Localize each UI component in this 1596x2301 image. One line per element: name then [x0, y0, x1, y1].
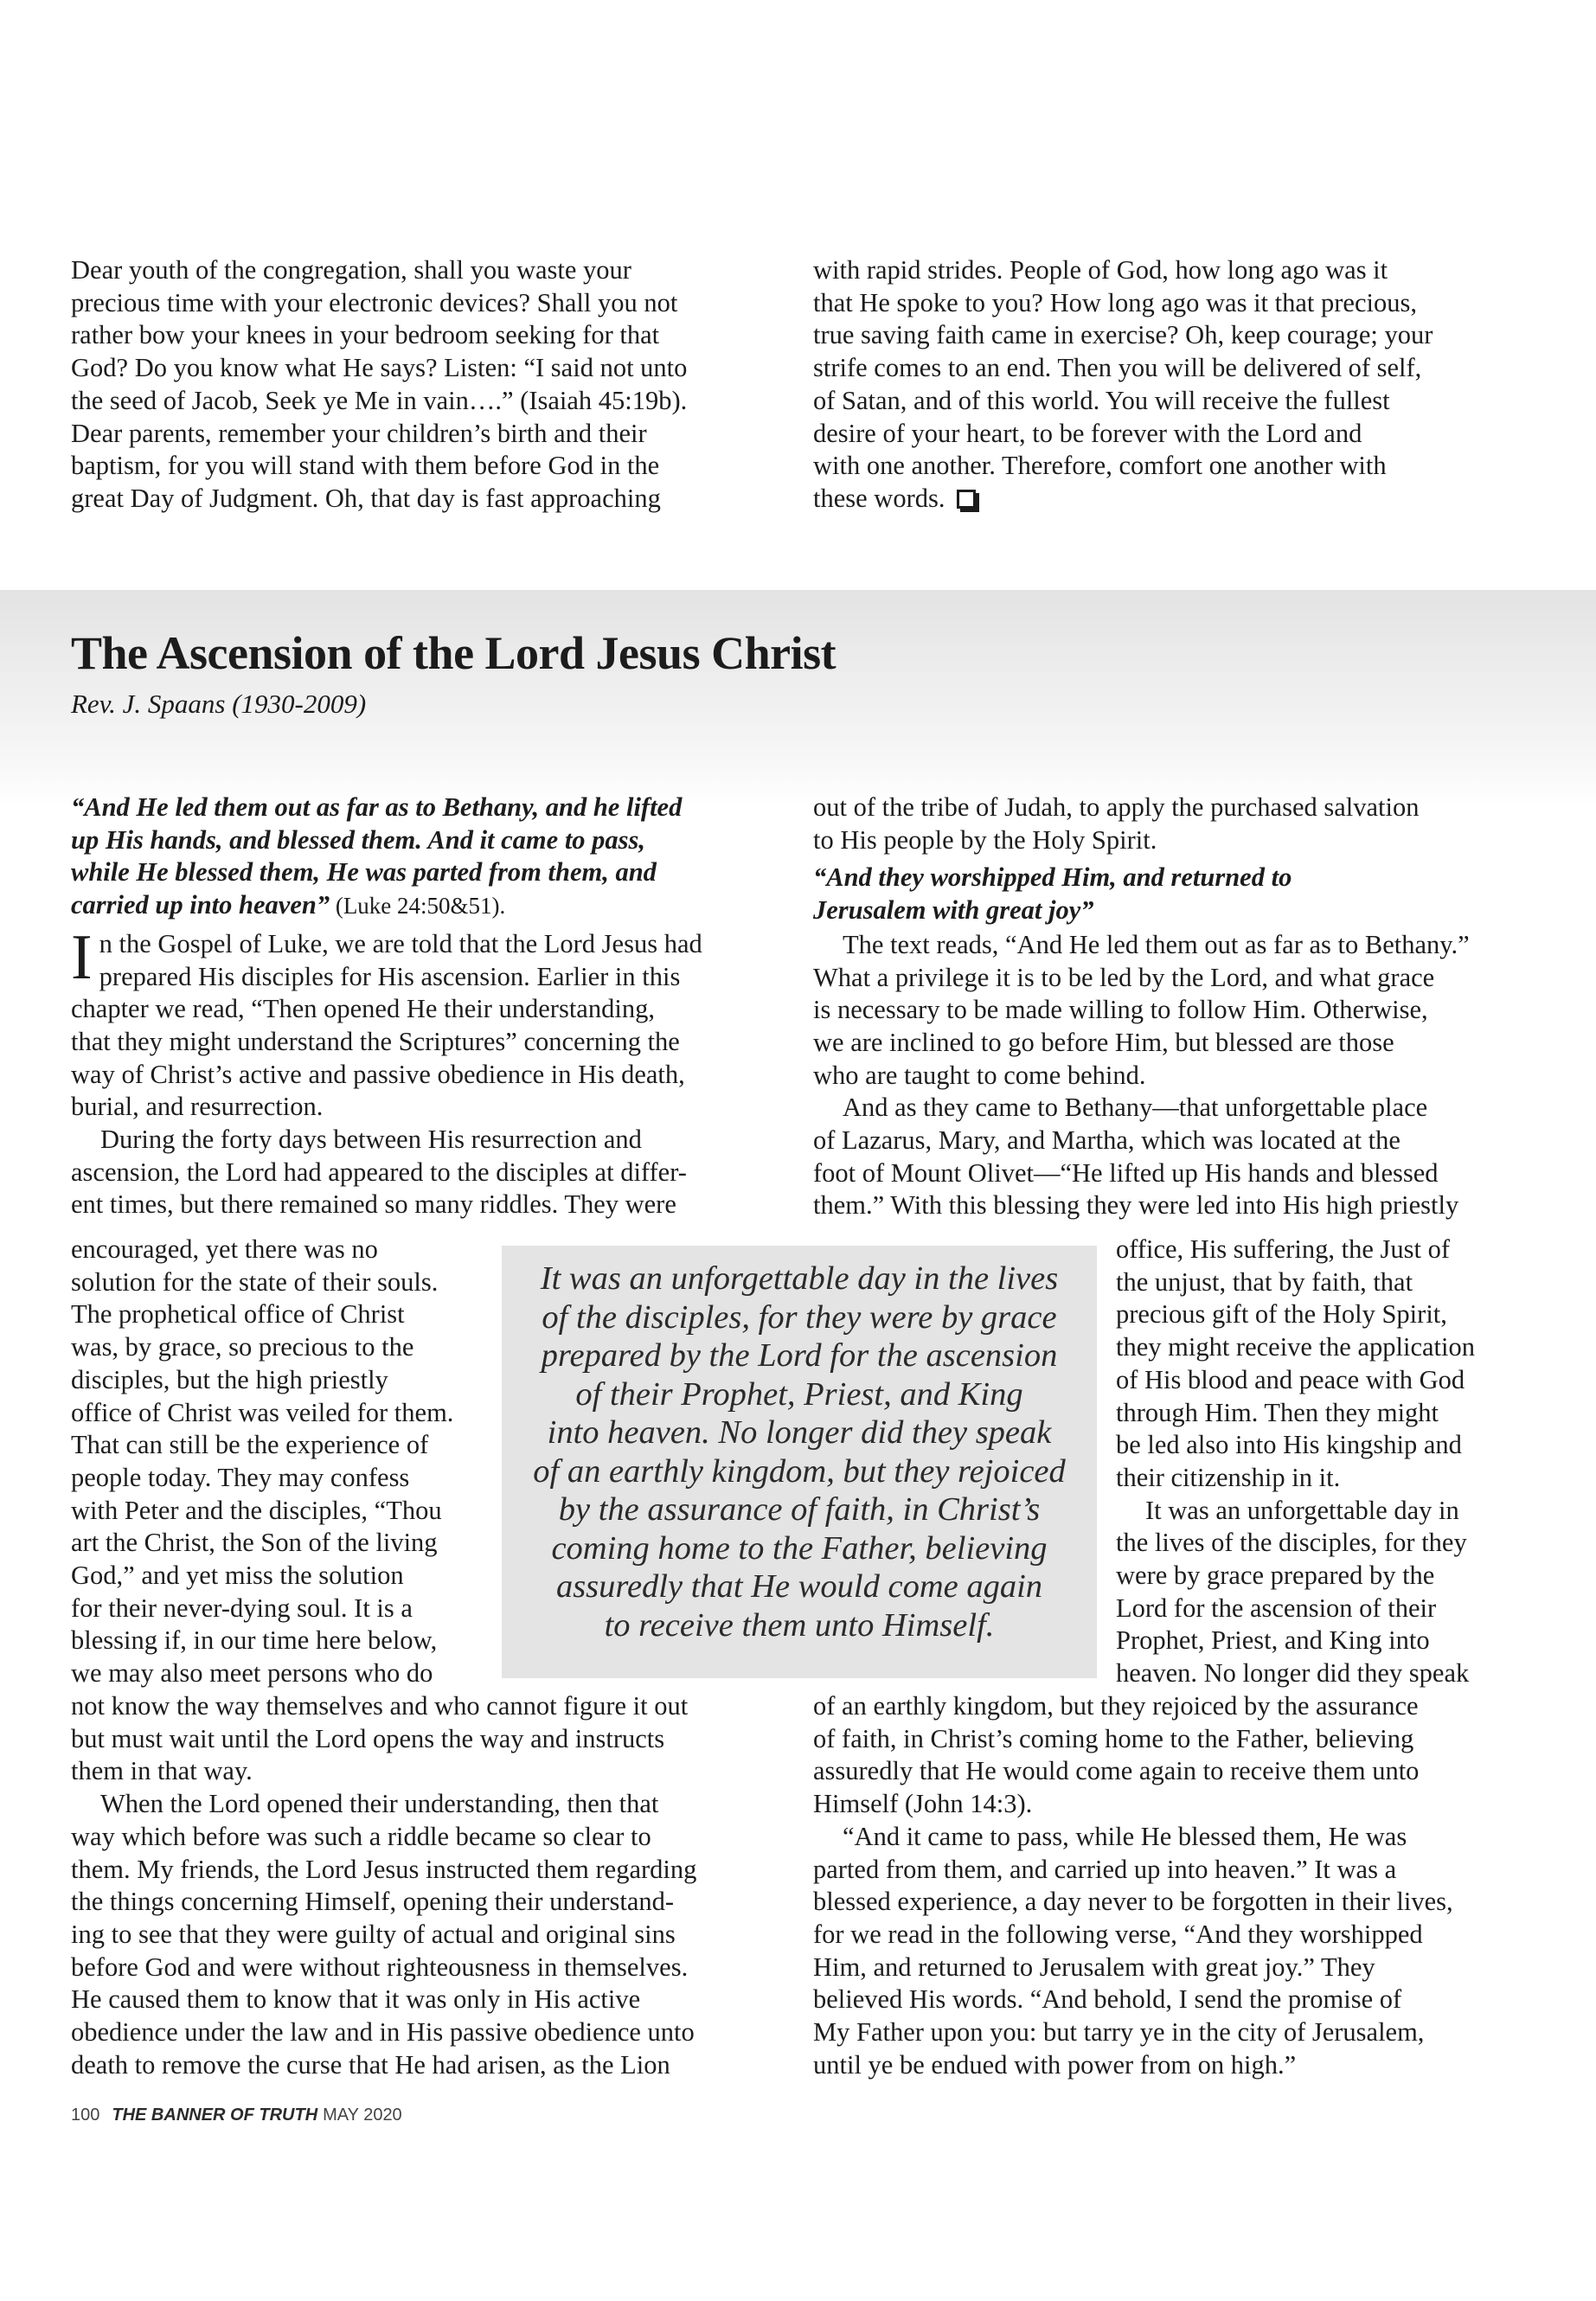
left-column-top	[71, 792, 780, 1221]
paragraph-lion-of-judah: out of the tribe of Judah, to apply the purchased salvation to His people by the Holy Spirit.	[813, 792, 1420, 855]
paragraph-priestly-office: office, His suffering, the Just of the unjust, that by faith, that precious gift of the Holy Spirit, they might receive the application of His blood and peace with God through Him. Then they might be led also into His kingship and their citizenship in it.	[1116, 1234, 1475, 1492]
paragraph-unforgettable-day: It was an unforgettable day in the lives of the disciples, for they were by grace prepared by the Lord for the ascension of their Prophet, Priest, and King into heaven. No longer did they speak	[1116, 1495, 1470, 1689]
paragraph-understanding: When the Lord opened their understanding, then that way which before was such a riddle became so clear to them. My friends, the Lord Jesus instructed them regarding the things concerning Himself, opening their understand- ing to see that they were guilty of actual and original sins before God and were without righteousness in themselves. He caused them to know that it was only in His active obedience under the law and in His passive obedience unto death to remove the curse that He had arisen, as the Lion	[71, 1789, 697, 2080]
page-footer	[71, 2104, 402, 2126]
previous-article-right-text: with rapid strides. People of God, how long ago was it that He spoke to you? How long ago was it that precious, true saving faith came in exercise? Oh, keep courage; your strife comes to an end. Then you will be delivered of self, of Satan, and of this world. You will receive the fullest desire of your heart, to be forever with the Lord and with one another. Therefore, comfort one another with these words.	[813, 255, 1433, 513]
paragraph-bethany: And as they came to Bethany—that unforgettable place of Lazarus, Mary, and Martha, which was located at the foot of Mount Olivet—“He lifted up His hands and blessed them.” With this blessing they were led into His high priestly	[813, 1093, 1459, 1221]
pull-quote-text: It was an unforgettable day in the lives of the disciples, for they were by grace prepared by the Lord for the ascension of their Prophet, Priest, and King into heaven. No longer did they speak of an earthly kingdom, but they rejoiced by the assurance of faith, in Christ’s coming home to the Father, believing assuredly that He would come again to receive them unto Himself.	[533, 1260, 1066, 1644]
paragraph-continued: not know the way themselves and who cannot figure it out but must wait until the Lord opens the way and instructs them in that way.	[71, 1691, 689, 1786]
section-subheading: “And they worshipped Him, and returned to Jerusalem with great joy”	[813, 862, 1292, 926]
right-column-bottom	[813, 1690, 1531, 2081]
article-title: The Ascension of the Lord Jesus Christ	[71, 627, 836, 679]
end-of-article-mark	[957, 490, 976, 509]
previous-article-right-column	[813, 254, 1531, 516]
issue-date: MAY 2020	[323, 2106, 402, 2125]
opening-paragraph	[71, 921, 780, 1124]
opening-paragraph-text: n the Gospel of Luke, we are told that the Lord Jesus had prepared His disciples for His ascension. Earlier in this chapter we read, “Then opened He their understanding, that they might understand the Scriptures” concerning the way of Christ’s active and passive obedience in His death, burial, and resurrection.	[71, 928, 702, 1122]
right-column-top	[813, 792, 1531, 1222]
article-author: Rev. J. Spaans (1930-2009)	[71, 689, 367, 719]
publication-name: THE BANNER OF TRUTH	[112, 2106, 318, 2125]
paragraph-forty-days: During the forty days between His resurrection and ascension, the Lord had appeared to the disciples at differ- ent times, but there remained so many riddles. They were	[71, 1125, 687, 1220]
left-column-narrow: encouraged, yet there was no solution for the state of their souls. The prophetical office of Christ was, by grace, so precious to the disciples, but the high priestly office of Christ was veiled for them. That can still be the experience of people today. They may confess with Peter and the disciples, “Thou art the Christ, the Son of the living God,” and yet miss the solution for their never-dying soul. It is a blessing if, in our time here below, we may also meet persons who do	[71, 1234, 454, 1689]
pull-quote-box	[502, 1246, 1097, 1678]
previous-article-left-column: Dear youth of the congregation, shall you waste your precious time with your electronic devices? Shall you not rather bow your knees in your bedroom seeking for that God? Do you know what He says? Listen: “I said not unto the seed of Jacob, Seek ye Me in vain….” (Isaiah 45:19b). Dear parents, remember your children’s birth and their baptism, for you will stand with them before God in the great Day of Judgment. Oh, that day is fast approaching	[71, 255, 688, 513]
epigraph-reference: (Luke 24:50&51).	[330, 893, 506, 920]
epigraph-quote	[71, 792, 780, 923]
paragraph-parted-from-them: “And it came to pass, while He blessed them, He was parted from them, and carried up into heaven.” It was a blessed experience, a day never to be forgotten in their lives, for we read in the following verse, “And they worshipped Him, and returned to Jerusalem with great joy.” They believed His words. “And behold, I send the promise of My Father upon you: but tarry ye in the city of Jerusalem, until ye be endued with power from on high.”	[813, 1821, 1453, 2080]
right-column-narrow	[1116, 1234, 1531, 1690]
page-number: 100	[71, 2106, 100, 2125]
left-column-bottom	[71, 1690, 780, 2081]
paragraph-text-reads: The text reads, “And He led them out as far as to Bethany.” What a privilege it is to be led by the Lord, and what grace is necessary to be made willing to follow Him. Otherwise, we are inclined to go before Him, but blessed are those who are taught to come behind.	[813, 929, 1470, 1090]
epigraph-text: “And He led them out as far as to Bethany, and he lifted up His hands, and blessed them. And it came to pass, while He blessed them, He was parted from them, and carried up into heaven”	[71, 792, 683, 920]
drop-cap: I	[71, 921, 93, 993]
paragraph-earthly-kingdom: of an earthly kingdom, but they rejoiced by the assurance of faith, in Christ’s coming home to the Father, believing assuredly that He would come again to receive them unto Himself (John 14:3).	[813, 1691, 1420, 1819]
